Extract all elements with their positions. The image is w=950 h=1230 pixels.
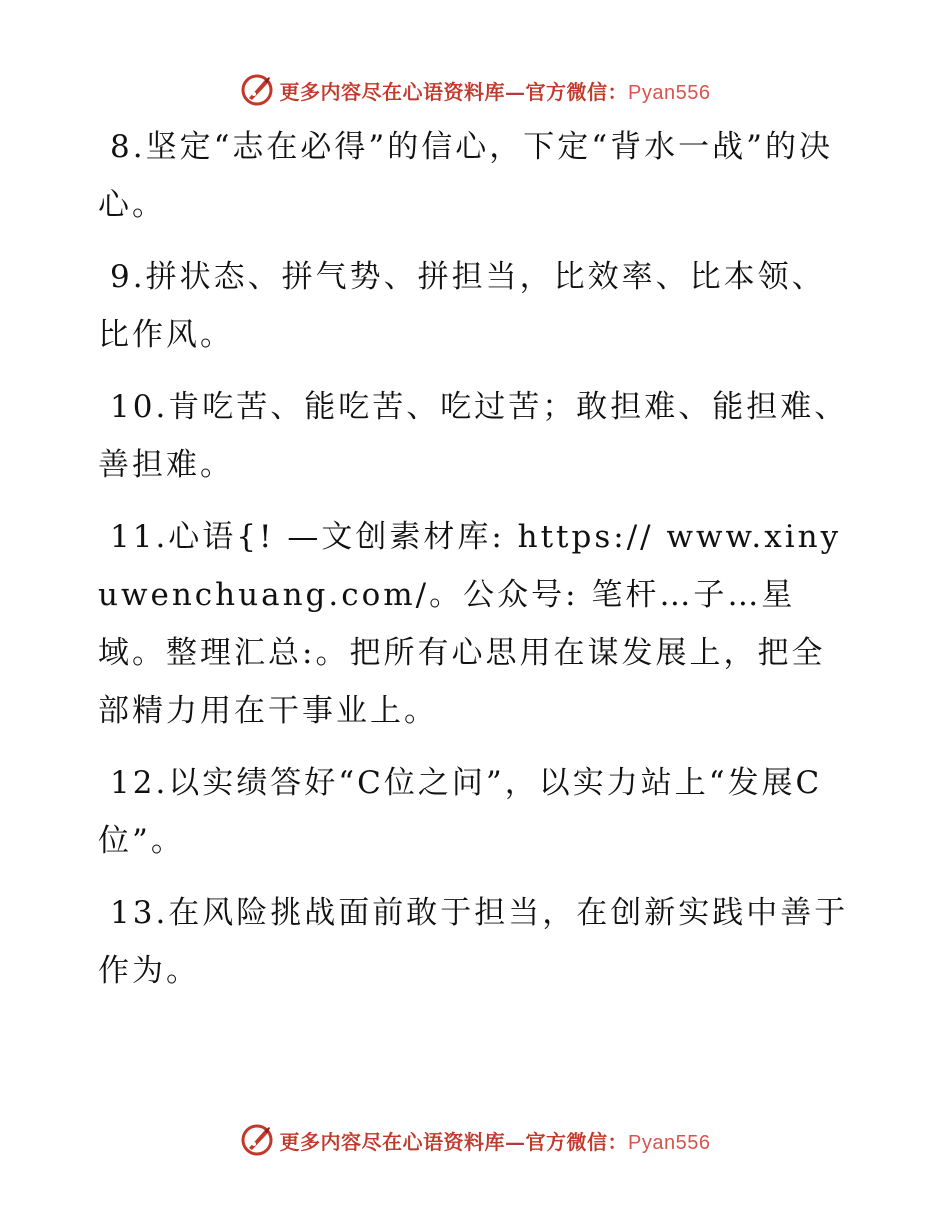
footer-banner-separator: — bbox=[505, 1129, 526, 1154]
header-banner-wechat-id: Pyan556 bbox=[628, 81, 711, 104]
quill-pen-logo-icon bbox=[240, 73, 274, 107]
header-banner bbox=[0, 70, 950, 110]
header-banner-text bbox=[280, 76, 711, 105]
paragraph-13: 13.在风险挑战面前敢于担当，在创新实践中善于作为。 bbox=[98, 895, 849, 989]
header-banner-official-label: 官方微信： bbox=[525, 79, 629, 104]
quill-pen-logo-icon bbox=[240, 1123, 274, 1157]
paragraph-8: 8.坚定“志在必得”的信心，下定“背水一战”的决心。 bbox=[98, 129, 833, 223]
paragraph-10: 10.肯吃苦、能吃苦、吃过苦；敢担难、能担难、善担难。 bbox=[98, 389, 849, 483]
footer-banner bbox=[0, 1120, 950, 1160]
document-body bbox=[98, 118, 858, 1014]
footer-banner-wechat-id: Pyan556 bbox=[628, 1131, 711, 1154]
footer-banner-text bbox=[280, 1126, 711, 1155]
footer-banner-title: 更多内容尽在心语资料库 bbox=[279, 1129, 506, 1154]
header-banner-separator: — bbox=[505, 79, 526, 104]
paragraph-9: 9.拼状态、拼气势、拼担当，比效率、比本领、比作风。 bbox=[98, 259, 826, 353]
header-banner-title: 更多内容尽在心语资料库 bbox=[279, 79, 506, 104]
paragraph-12: 12.以实绩答好“C位之问”，以实力站上“发展C位”。 bbox=[98, 765, 823, 859]
paragraph-11: 11.心语{! —文创素材库: https:// www.xinyuwenchuang.com/。公众号: 笔杆…子…星域。整理汇总:。把所有心思用在谋发展上，把全部精力用在干事业上。 bbox=[98, 519, 842, 729]
footer-banner-official-label: 官方微信： bbox=[525, 1129, 629, 1154]
